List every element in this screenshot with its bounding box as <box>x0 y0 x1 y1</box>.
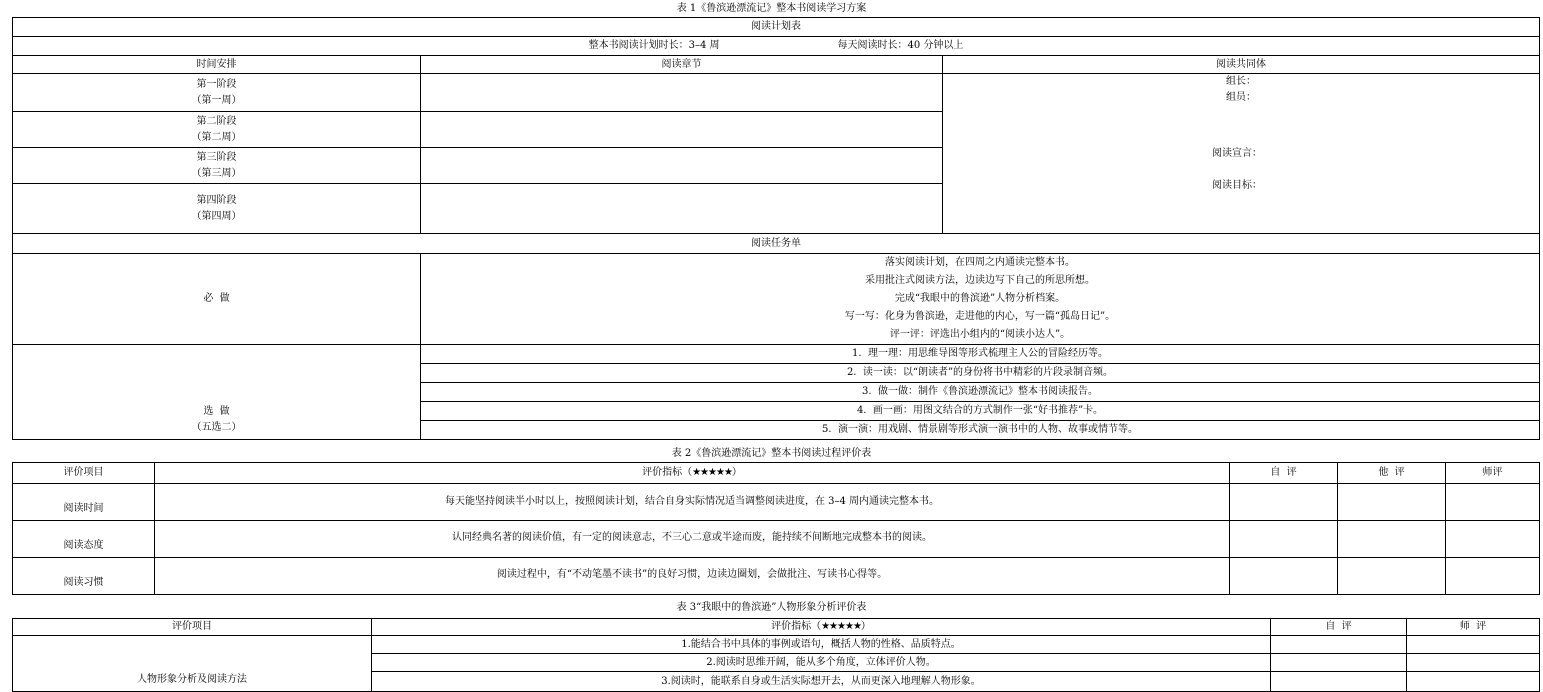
t3-col-indicator: 评价指标（★★★★★） <box>372 619 1271 636</box>
t2-peer-cell <box>1338 558 1446 595</box>
stage-3: 第三阶段 （第三周） <box>13 148 421 184</box>
optional-sub: （五选二） <box>191 422 242 433</box>
stage-1: 第一阶段 （第一周） <box>13 74 421 112</box>
t2-peer-cell <box>1338 521 1446 558</box>
t2-row-indicator: 认同经典名著的阅读价值，有一定的阅读意志，不三心二意或半途而废，能持续不间断地完成整本书的阅读。 <box>155 521 1230 558</box>
stage-1-chapter <box>421 74 943 112</box>
required-item: 评一评：评选出小组内的“阅读小达人”。 <box>889 329 1071 340</box>
t2-row-indicator: 每天能坚持阅读半小时以上，按照阅读计划，结合自身实际情况适当调整阅读进度，在 3–4 周内通读完整本书。 <box>155 484 1230 521</box>
t2-col-self: 自 评 <box>1230 463 1338 484</box>
table3-caption: 表 3“我眼中的鲁滨逊”人物形象分析评价表 <box>676 602 867 613</box>
t3-indicator: 3.阅读时，能联系自身或生活实际想开去，从而更深入地理解人物形象。 <box>372 672 1271 692</box>
t2-col-teacher: 师评 <box>1446 463 1540 484</box>
optional-label-cell <box>13 345 421 440</box>
t3-self-cell <box>1271 654 1407 672</box>
required-label: 必 做 <box>13 254 421 345</box>
t2-col-peer: 他 评 <box>1338 463 1446 484</box>
t3-indicator: 1.能结合书中具体的事例或语句，概括人物的性格、品质特点。 <box>372 636 1271 654</box>
group-declaration: 阅读宣言： <box>1212 148 1262 159</box>
optional-item: 2. 读一读：以“朗读者”的身份将书中精彩的片段录制音频。 <box>421 364 1540 383</box>
table1-caption: 表 1《鲁滨逊漂流记》整本书阅读学习方案 <box>676 3 867 14</box>
t2-col-indicator: 评价指标（★★★★★） <box>155 463 1230 484</box>
t3-indicator: 2.阅读时思维开阔，能从多个角度，立体评价人物。 <box>372 654 1271 672</box>
required-item: 完成“我眼中的鲁滨逊”人物分析档案。 <box>894 293 1066 304</box>
t3-col-item: 评价项目 <box>13 619 372 636</box>
t3-self-cell <box>1271 636 1407 654</box>
group-leader: 组长： <box>1226 76 1256 87</box>
t3-teacher-cell <box>1407 654 1540 672</box>
col-time-header: 时间安排 <box>13 56 421 74</box>
t2-self-cell <box>1230 521 1338 558</box>
required-item: 写一写：化身为鲁滨逊，走进他的内心，写一篇“孤岛日记”。 <box>844 311 1116 322</box>
t2-col-item: 评价项目 <box>13 463 155 484</box>
plan-duration: 整本书阅读计划时长：3–4 周 <box>588 40 720 51</box>
col-group-header: 阅读共同体 <box>943 56 1540 74</box>
stage-4-chapter <box>421 184 943 234</box>
stage-2: 第二阶段 （第二周） <box>13 112 421 148</box>
t3-col-teacher: 师 评 <box>1407 619 1540 636</box>
stage-4: 第四阶段 （第四周） <box>13 184 421 234</box>
t2-teacher-cell <box>1446 558 1540 595</box>
character-evaluation-table <box>12 618 1540 692</box>
t3-self-cell <box>1271 672 1407 692</box>
daily-duration: 每天阅读时长：40 分钟以上 <box>837 40 964 51</box>
reading-group-cell <box>943 74 1540 234</box>
plan-duration-row <box>13 37 1540 56</box>
optional-label: 选 做 <box>203 406 230 417</box>
t2-self-cell <box>1230 484 1338 521</box>
t3-col-self: 自 评 <box>1271 619 1407 636</box>
required-items <box>421 254 1540 345</box>
t2-row-indicator: 阅读过程中，有“不动笔墨不读书”的良好习惯，边读边圈划，会做批注、写读书心得等。 <box>155 558 1230 595</box>
stage-2-chapter <box>421 112 943 148</box>
t2-row-item: 阅读习惯 <box>13 558 155 595</box>
optional-item: 1. 理一理：用思维导图等形式梳理主人公的冒险经历等。 <box>421 345 1540 364</box>
t3-teacher-cell <box>1407 672 1540 692</box>
task-title: 阅读任务单 <box>13 234 1540 254</box>
optional-item: 4. 画一画：用图文结合的方式制作一张“好书推荐”卡。 <box>421 402 1540 421</box>
process-evaluation-table <box>12 462 1540 595</box>
optional-item: 5. 演一演：用戏剧、情景剧等形式演一演书中的人物、故事或情节等。 <box>421 421 1540 440</box>
t2-self-cell <box>1230 558 1338 595</box>
required-item: 落实阅读计划，在四周之内通读完整本书。 <box>885 257 1075 268</box>
group-goal: 阅读目标： <box>1212 180 1262 191</box>
t2-row-item: 阅读态度 <box>13 521 155 558</box>
t2-row-item: 阅读时间 <box>13 484 155 521</box>
optional-item: 3. 做一做：制作《鲁滨逊漂流记》整本书阅读报告。 <box>421 383 1540 402</box>
t2-peer-cell <box>1338 484 1446 521</box>
plan-title: 阅读计划表 <box>13 18 1540 37</box>
t3-row-item: 人物形象分析及阅读方法 <box>13 636 372 692</box>
reading-plan-table <box>12 17 1540 440</box>
col-chapter-header: 阅读章节 <box>421 56 943 74</box>
star-rating-icon: ★★★★★ <box>821 621 861 632</box>
table2-caption: 表 2《鲁滨逊漂流记》整本书阅读过程评价表 <box>671 448 872 459</box>
required-item: 采用批注式阅读方法，边读边写下自己的所思所想。 <box>865 275 1095 286</box>
group-members: 组员： <box>1226 92 1256 103</box>
t2-teacher-cell <box>1446 521 1540 558</box>
stage-3-chapter <box>421 148 943 184</box>
t2-teacher-cell <box>1446 484 1540 521</box>
t3-teacher-cell <box>1407 636 1540 654</box>
star-rating-icon: ★★★★★ <box>692 467 732 478</box>
